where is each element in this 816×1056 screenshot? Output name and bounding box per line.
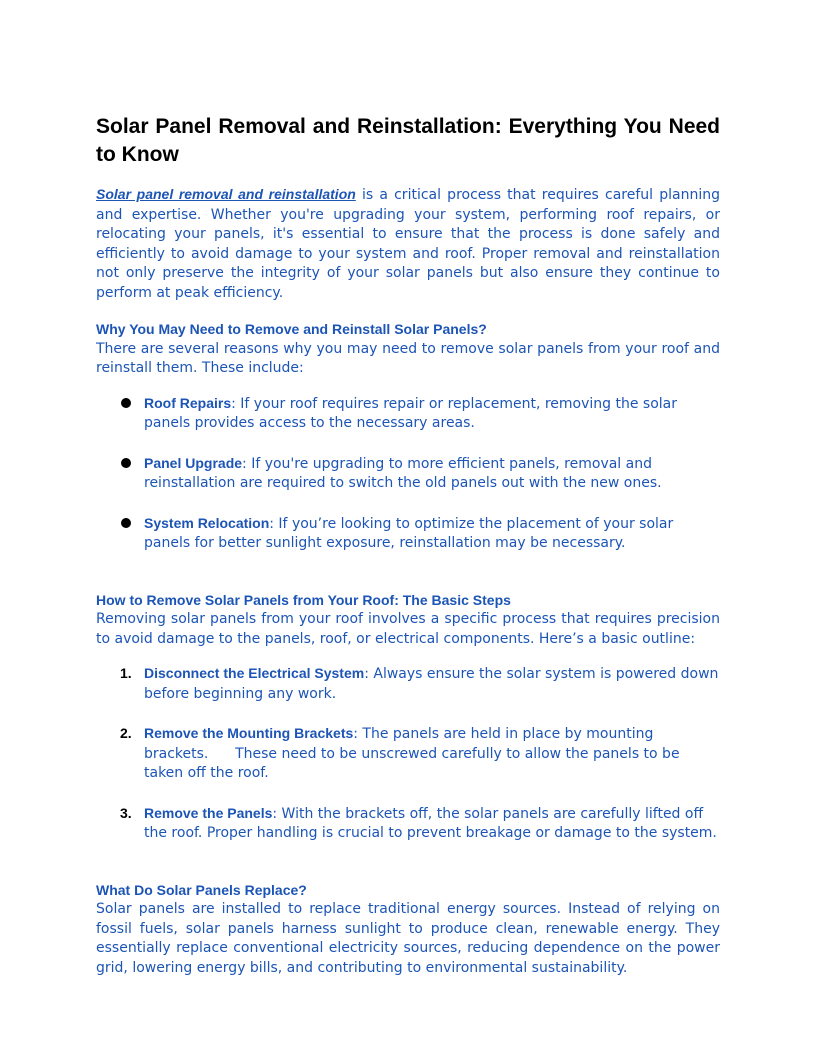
list-item-text: : Always ensure the solar system is powered down before beginning any work.: [144, 666, 719, 702]
list-item: [96, 514, 720, 554]
section-what-replace-text: Solar panels are installed to replace traditional energy sources. Instead of relying on fossil fuels, solar panels harness sunlight to produce clean, renewable energy. They essentially replace conventional electricity sources, reducing dependence on the power grid, lowering energy bills, and contributing to environmental sustainability.: [96, 901, 720, 976]
list-item-term: Remove the Panels: [144, 804, 273, 821]
list-item: [96, 804, 720, 844]
section-heading-how-to-remove: How to Remove Solar Panels from Your Roof: The Basic Steps: [96, 591, 511, 608]
page-title: Solar Panel Removal and Reinstallation: Everything You Need to Know: [96, 115, 720, 166]
list-item-term: System Relocation: [144, 514, 270, 531]
section-how-to-remove-text: Removing solar panels from your roof involves a specific process that requires precision to avoid damage to the panels, roof, or electrical components. Here’s a basic outline:: [96, 611, 720, 647]
list-item-term: Remove the Mounting Brackets: [144, 725, 354, 741]
intro-paragraph: [96, 185, 720, 303]
section-heading-what-replace: What Do Solar Panels Replace?: [96, 881, 307, 898]
list-item: [96, 724, 720, 784]
reasons-list: [96, 394, 720, 554]
list-item-text: : The panels are held in place by mounting brackets. These need to be unscrewed carefully to allow the panels to be taken off the roof.: [144, 726, 685, 781]
list-item: [96, 664, 720, 704]
list-item: [96, 454, 720, 494]
step-number: 3.: [120, 804, 132, 821]
section-why-remove-text: There are several reasons why you may need to remove solar panels from your roof and reinstall them. These include:: [96, 340, 720, 376]
section-heading-why-remove: Why You May Need to Remove and Reinstall Solar Panels?: [96, 321, 487, 337]
list-item-text: : If your roof requires repair or replacement, removing the solar panels provides access to the necessary areas.: [144, 395, 677, 431]
steps-list: [96, 664, 720, 844]
step-number: 2.: [120, 725, 132, 741]
bullet-icon: [121, 398, 131, 408]
list-item: [96, 394, 720, 434]
intro-link[interactable]: Solar panel removal and reinstallation: [96, 186, 356, 202]
list-item-text: : If you're upgrading to more efficient panels, removal and reinstallation are required to switch the old panels out with the new ones.: [144, 455, 662, 491]
bullet-icon: [121, 458, 131, 468]
list-item-text: : With the brackets off, the solar panels are carefully lifted off the roof. Proper handling is crucial to prevent breakage or damage to the system.: [144, 805, 717, 841]
bullet-icon: [121, 518, 131, 528]
list-item-term: Panel Upgrade: [144, 454, 243, 471]
document-page: [96, 113, 720, 978]
list-item-text: : If you’re looking to optimize the placement of your solar panels for better sunlight exposure, reinstallation may be necessary.: [144, 515, 674, 551]
intro-text: is a critical process that requires careful planning and expertise. Whether you're upgrading your system, performing roof repairs, or relocating your panels, it's essential to ensure that the process is done safely and efficiently to avoid damage to your system and roof. Proper removal and reinstallation not only preserve the integrity of your solar panels but also ensure they continue to perform at peak efficiency.: [96, 187, 720, 301]
step-number: 1.: [120, 665, 132, 681]
list-item-term: Roof Repairs: [144, 394, 232, 411]
list-item-term: Disconnect the Electrical System: [144, 665, 365, 681]
